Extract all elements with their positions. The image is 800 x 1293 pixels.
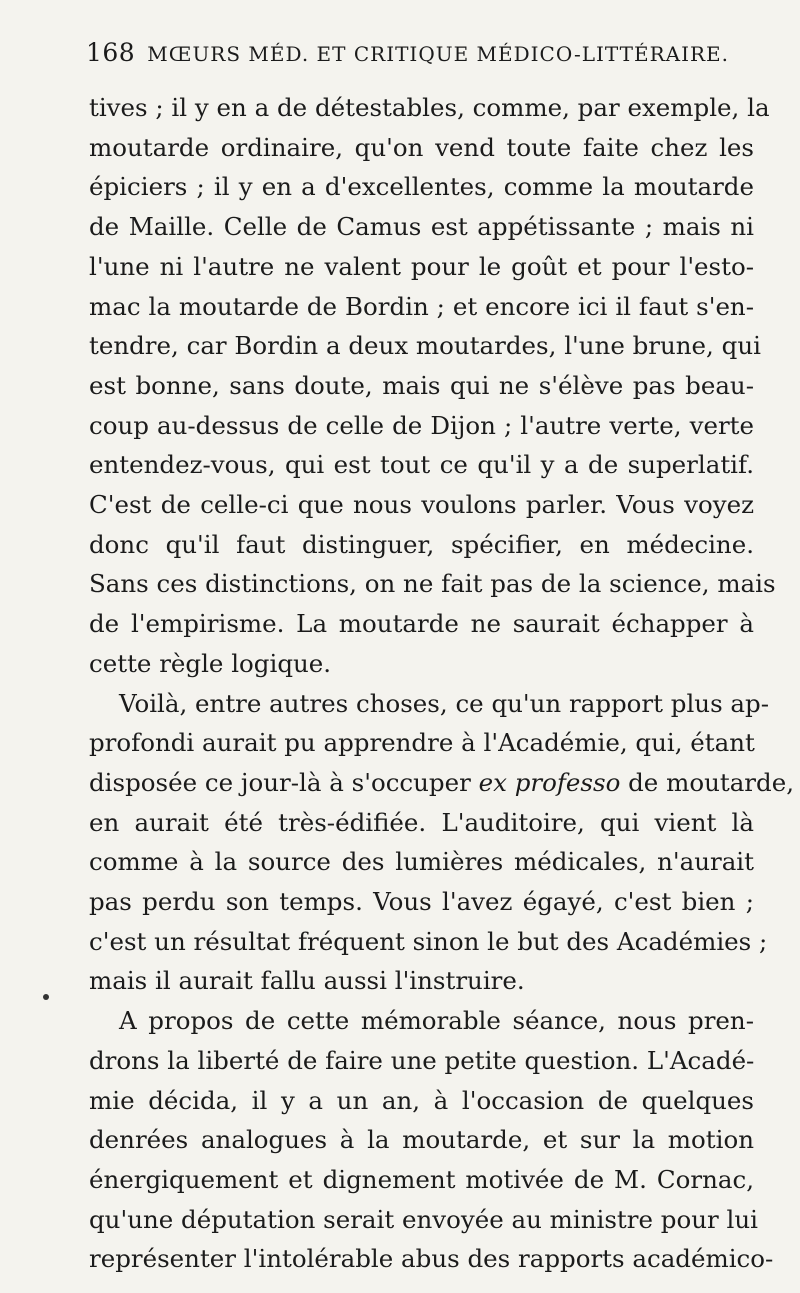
text-line: Voilà, entre autres choses, ce qu'un rapport plus ap- [119, 688, 770, 718]
text-line: profondi aurait pu apprendre à l'Académie, qui, étant [89, 728, 755, 758]
text-line: donc qu'il faut distinguer, spécifier, en médecine. [89, 529, 754, 559]
running-header [86, 38, 766, 67]
paragraph-2 [89, 684, 794, 1002]
text-line: entendez-vous, qui est tout ce qu'il y a de superlatif. [89, 450, 754, 480]
text-line: en aurait été très-édifiée. L'auditoire, qui vient là [89, 807, 754, 837]
text-line: l'une ni l'autre ne valent pour le goût et pour l'esto- [89, 251, 754, 281]
text-line: A propos de cette mémorable séance, nous pren- [119, 1006, 754, 1036]
margin-speck [43, 994, 49, 1000]
text-line: tendre, car Bordin a deux moutardes, l'une brune, qui [89, 331, 761, 361]
paragraph-3 [89, 1001, 774, 1279]
page-number: 168 [86, 38, 136, 67]
text-line: c'est un résultat fréquent sinon le but des Académies ; [89, 926, 768, 956]
text-line: drons la liberté de faire une petite question. L'Acadé- [89, 1045, 755, 1075]
text-line: coup au-dessus de celle de Dijon ; l'autre verte, verte [89, 410, 754, 440]
text-line: pas perdu son temps. Vous l'avez égayé, c'est bien ; [89, 887, 754, 917]
italic-phrase: ex professo [478, 767, 621, 797]
text-line: énergiquement et dignement motivée de M. Cornac, [89, 1164, 754, 1194]
text-line: comme à la source des lumières médicales, n'aurait [89, 847, 754, 877]
text-fragment: de moutarde, [620, 767, 794, 797]
text-line: mie décida, il y a un an, à l'occasion de quelques [89, 1085, 754, 1115]
text-line: représenter l'intolérable abus des rapports académico- [89, 1244, 774, 1274]
text-line: tives ; il y en a de détestables, comme, par exemple, la [89, 93, 770, 122]
text-line: moutarde ordinaire, qu'on vend toute faite chez les [89, 132, 754, 162]
text-line: de l'empirisme. La moutarde ne saurait échapper à [89, 609, 754, 639]
paragraph-1 [89, 88, 776, 684]
text-line-with-italic [89, 763, 794, 803]
running-title: MŒURS MÉD. ET CRITIQUE MÉDICO-LITTÉRAIRE. [147, 42, 729, 66]
text-line: mais il aurait fallu aussi l'instruire. [89, 966, 525, 996]
text-line: mac la moutarde de Bordin ; et encore ici il faut s'en- [89, 291, 754, 321]
text-line: cette règle logique. [89, 648, 332, 678]
text-line: de Maille. Celle de Camus est appétissante ; mais ni [89, 212, 754, 242]
text-line: Sans ces distinctions, on ne fait pas de la science, mais [89, 569, 776, 599]
text-line: C'est de celle-ci que nous voulons parler. Vous voyez [89, 490, 754, 520]
text-line: est bonne, sans doute, mais qui ne s'élève pas beau- [89, 370, 754, 400]
text-fragment: disposée ce jour-là à s'occuper [89, 767, 479, 797]
text-line: denrées analogues à la moutarde, et sur la motion [89, 1125, 754, 1155]
text-line: épiciers ; il y en a d'excellentes, comme la moutarde [89, 172, 754, 202]
text-line: qu'une députation serait envoyée au ministre pour lui [89, 1204, 758, 1234]
page-body [89, 88, 794, 1279]
